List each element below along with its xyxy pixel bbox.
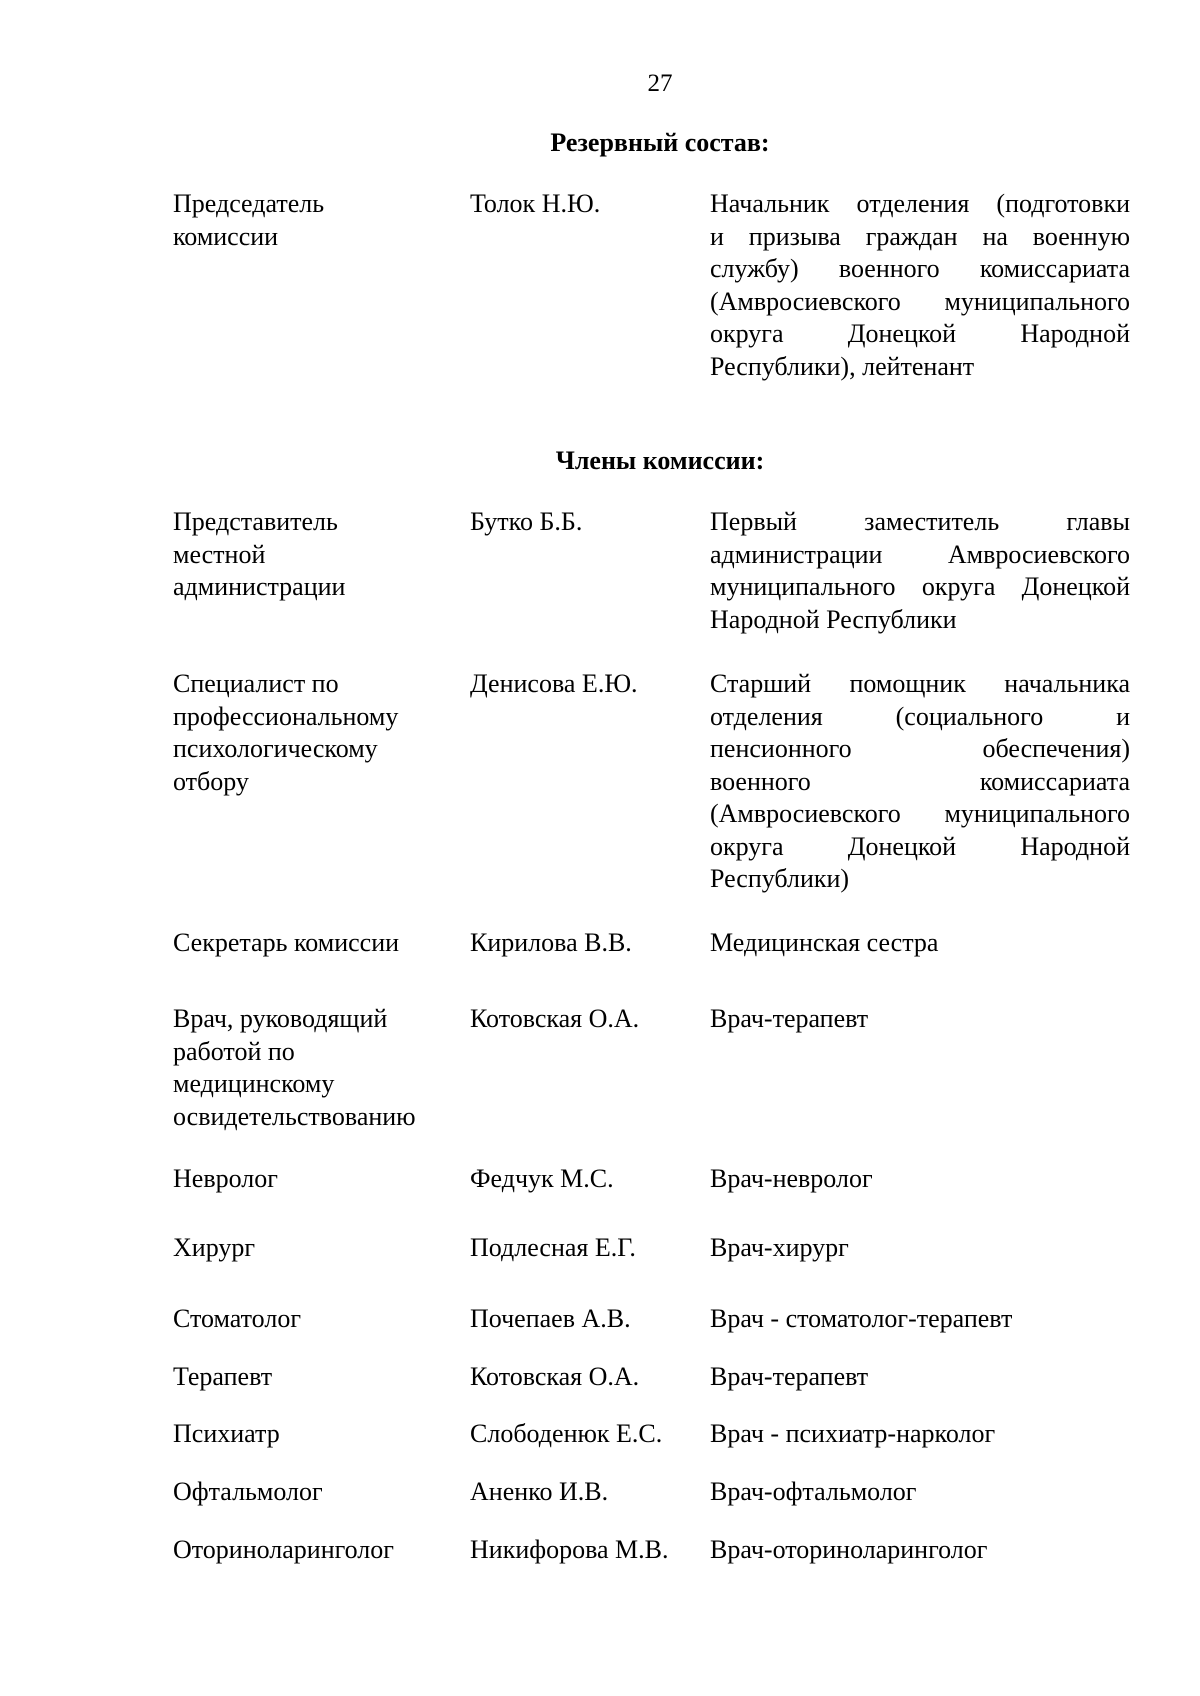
chair-role [173, 188, 463, 253]
member-position [710, 1476, 1130, 1509]
role-line: медицинскому [173, 1069, 335, 1098]
position-line: Врач - психиатр-нарколог [710, 1419, 996, 1448]
position-line: Медицинская сестра [710, 928, 939, 957]
position-line: округа Донецкой Народной [710, 319, 1130, 348]
position-line: администрации Амвросиевского [710, 539, 1130, 569]
position-line: Врач-офтальмолог [710, 1477, 917, 1506]
member-name: Денисова Е.Ю. [470, 669, 638, 698]
members-heading: Члены комиссии: [555, 446, 765, 475]
position-line: Начальник отделения (подготовки [710, 189, 1130, 218]
position-line: отделения (социального и [710, 701, 1130, 731]
member-role [173, 927, 463, 960]
member-name: Почепаев А.В. [470, 1304, 631, 1333]
member-name: Котовская О.А. [470, 1362, 640, 1391]
role-line: Специалист по [173, 669, 339, 698]
position-line: Старший помощник начальника [710, 669, 1130, 698]
member-role [173, 1361, 463, 1394]
member-position [710, 1163, 1130, 1196]
role-line: Терапевт [173, 1362, 273, 1391]
page-number: 27 [647, 70, 673, 97]
role-line: Стоматолог [173, 1304, 301, 1333]
position-line: Врач-терапевт [710, 1004, 869, 1033]
role-line: отбору [173, 766, 249, 796]
member-role [173, 1303, 463, 1336]
member-name: Никифорова М.В. [470, 1535, 669, 1564]
role-line: освидетельствованию [173, 1101, 416, 1131]
member-name: Аненко И.В. [470, 1477, 609, 1506]
member-position [710, 1003, 1130, 1036]
chair-name: Толок Н.Ю. [470, 189, 601, 218]
position-line: Врач-хирург [710, 1233, 849, 1262]
position-line: округа Донецкой Народной [710, 831, 1130, 861]
role-line: Представитель [173, 507, 338, 536]
position-line: (Амвросиевского муниципального [710, 799, 1130, 828]
role-line: администрации [173, 572, 346, 601]
member-role [173, 1476, 463, 1509]
member-role [173, 1534, 463, 1567]
position-line: Республики), лейтенант [710, 351, 975, 381]
role-line: Секретарь комиссии [173, 928, 400, 957]
role-line: Хирург [173, 1233, 256, 1262]
member-name: Слободенюк Е.С. [470, 1419, 663, 1448]
member-position [710, 1534, 1130, 1567]
member-position [710, 506, 1130, 636]
position-line: Народной Республики [710, 604, 957, 634]
role-line: местной [173, 539, 266, 569]
position-line: Врач - стоматолог-терапевт [710, 1304, 1013, 1333]
role-line: Офтальмолог [173, 1477, 323, 1506]
position-line: пенсионного обеспечения) [710, 734, 1130, 763]
member-role [173, 668, 463, 798]
position-line: муниципального округа Донецкой [710, 572, 1130, 601]
chair-position [710, 188, 1130, 383]
role-line: Невролог [173, 1164, 278, 1193]
role-line: Врач, руководящий [173, 1004, 388, 1033]
position-line: Первый заместитель главы [710, 507, 1130, 536]
position-line: и призыва граждан на военную [710, 221, 1130, 251]
member-role [173, 1418, 463, 1451]
position-line: Врач-терапевт [710, 1362, 869, 1391]
member-name: Бутко Б.Б. [470, 507, 583, 536]
member-position [710, 1361, 1130, 1394]
role-line: профессиональному [173, 701, 399, 731]
member-role [173, 506, 463, 604]
position-line: Врач-невролог [710, 1164, 873, 1193]
position-line: службу) военного комиссариата [710, 254, 1130, 283]
role-line: Председатель [173, 189, 325, 218]
member-role [173, 1232, 463, 1265]
member-role [173, 1163, 463, 1196]
member-position [710, 1232, 1130, 1265]
member-name: Подлесная Е.Г. [470, 1233, 636, 1262]
role-line: комиссии [173, 221, 279, 251]
member-name: Котовская О.А. [470, 1004, 640, 1033]
position-line: Республики) [710, 864, 850, 893]
position-line: (Амвросиевского муниципального [710, 286, 1130, 316]
role-line: Оториноларинголог [173, 1535, 394, 1564]
member-position [710, 927, 1130, 960]
member-role [173, 1003, 463, 1133]
member-position [710, 1303, 1130, 1336]
role-line: психологическому [173, 734, 378, 763]
member-position [710, 1418, 1130, 1451]
position-line: военного комиссариата [710, 766, 1130, 796]
position-line: Врач-оториноларинголог [710, 1535, 988, 1564]
role-line: Психиатр [173, 1419, 280, 1448]
member-name: Кирилова В.В. [470, 928, 632, 957]
member-position [710, 668, 1130, 896]
role-line: работой по [173, 1036, 295, 1066]
reserve-heading: Резервный состав: [550, 128, 770, 157]
member-name: Федчук М.С. [470, 1164, 614, 1193]
